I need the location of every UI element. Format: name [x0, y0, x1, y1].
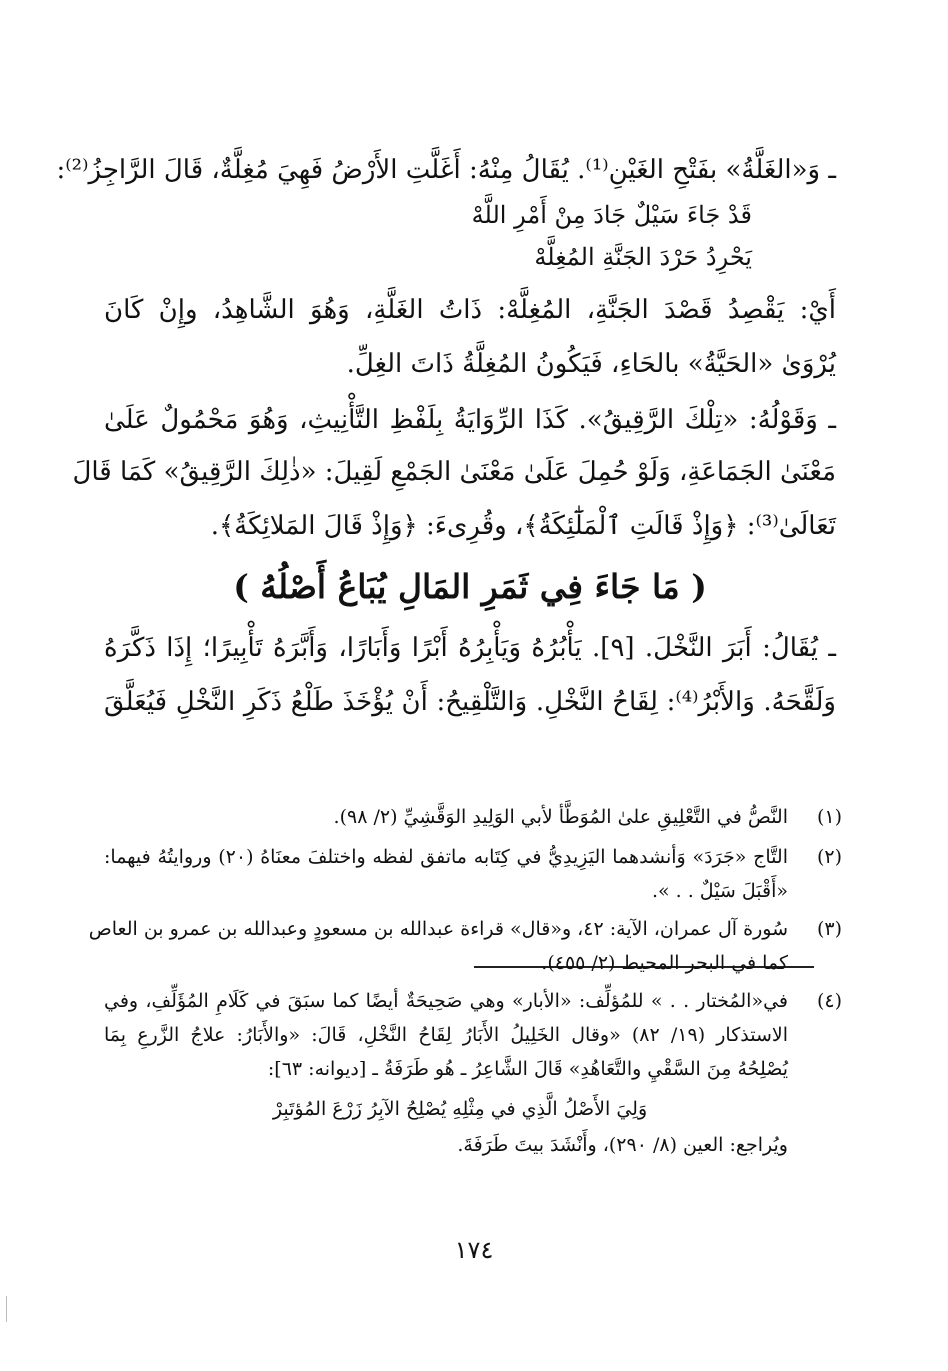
footnote-line: يُصْلِحُهُ مِنَ السَّقْيِ والتَّعَاهُدِ» قَالَ الشَّاعِرُ ـ هُو طَرَفَةُ ـ [ديوانه: ٦٣]:: [267, 1058, 788, 1080]
scan-edge-mark: [6, 1296, 7, 1322]
footnote-line: سُورة آل عمران، الآية: ٤٢، و«قال» قراءة عبدالله بن مسعودٍ وعبدالله بن عمرو بن العاص: [88, 918, 788, 940]
verse-line-2: يَحْرِدُ حَرْدَ الجَنَّةِ المُغِلَّهْ: [534, 243, 752, 271]
body-line-1: ـ وَ«الغَلَّةُ» بفَتْحِ الغَيْنِ⁽¹⁾. يُقَالُ مِنْهُ: أَغَلَّتِ الأَرْضُ فَهِيَ مُغِلَّةٌ، قَالَ الرَّاجِزُ⁽²⁾:: [56, 155, 836, 185]
body-line-7: مَعْنَىٰ الجَمَاعَةِ، وَلَوْ حُمِلَ عَلَىٰ مَعْنَىٰ الجَمْعِ لَقِيلَ: «ذٰلِكَ الرَّقِيقُ» كَمَا قَالَ: [72, 457, 836, 487]
footnote-verse: وَلِيَ الأَصْلُ الَّذِي في مِثْلِهِ يُصْلِحُ الآبِرُ زَرْعَ المُؤتَبِرْ: [272, 1098, 648, 1120]
footnote-line: في«المُختار . . » للمُؤلِّف: «الأبار» وهي صَحِيحَةٌ أيضًا كما سبَقَ في كَلَامِ المُؤَلِّفِ، وفي: [104, 990, 788, 1012]
section-title: ( مَا جَاءَ فِي ثَمَرِ المَالِ يُبَاعُ أَصْلُهُ ): [233, 567, 707, 606]
body-line-6: ـ وَقَوْلُهُ: «تِلْكَ الرَّقِيقُ». كَذَا الرِّوَايَةُ بِلَفْظِ التَّأْنِيثِ، وَهُوَ مَحْمُولٌ عَلَىٰ: [104, 405, 836, 435]
body-line-8: تَعَالَىٰ⁽³⁾: ﴿وَإِذْ قَالَتِ ٱلْمَلَٰٓئِكَةُ﴾، وقُرِىءَ: ﴿وَإِذْ قَالَ المَلائِكَةُ﴾.: [210, 511, 836, 541]
body-line-9: ـ يُقَالُ: أَبَرَ النَّخْلَ. [٩]. يَأْبُرُهُ وَيَأْبِرُهُ أَبْرًا وَأَبَارًا، وَأَبَّرَهُ تَأْبِيرًا؛ إِذَا ذَكَّرَهُ: [104, 633, 836, 663]
footnote-number: (٤): [816, 990, 842, 1012]
body-line-5: يُرْوَىٰ «الحَيَّةُ» بالحَاءِ، فَيَكُونُ المُغِلَّةُ ذَاتَ الغِلِّ.: [346, 349, 836, 379]
footnote-number: (٢): [816, 846, 842, 868]
body-line-4: أَيْ: يَقْصِدُ قَصْدَ الجَنَّةِ، المُغِلَّهْ: ذَاتُ الغَلَّةِ، وَهُوَ الشَّاهِدُ، وإِنْ كَانَ: [104, 295, 836, 325]
footnote-number: (٣): [816, 918, 842, 940]
verse-line-1: قَدْ جَاءَ سَيْلٌ جَادَ مِنْ أَمْرِ اللَّهْ: [471, 201, 752, 229]
page-number: ١٧٤: [454, 1236, 494, 1264]
body-line-10: وَلَقَّحَهُ. وَالأَبْرُ⁽⁴⁾: لِقَاحُ النَّخْلِ. وَالتَّلْقِيحُ: أَنْ يُؤْخَذَ طَلْعُ ذَكَرِ النَّخْلِ فَيُعَلَّقَ: [104, 687, 836, 717]
footnote-line: التَّاج «جَرَدَ» وَأنشدهما اليَزِيدِيُّ في كِتَابه ماتفق لفظه واختلفَ معنَاهُ (٢٠) وروايتُهُ فيهما:: [104, 846, 788, 868]
footnote-line: الاستذكار (١٩/ ٨٢) «وقال الخَلِيلُ الأَبَارُ لِقَاحُ النَّخْلِ، قَالَ: «والأَبَارُ: علاجُ الزَّرعِ بِمَا: [104, 1024, 789, 1046]
footnote-line: النَّصُّ في التَّعْلِيقِ علىٰ المُوَطَّأ لأبي الوَلِيدِ الوَقَّشِيِّ (٢/ ٩٨).: [333, 806, 788, 828]
footnote-line: «أَقْبَلَ سَيْلٌ . . ».: [651, 880, 788, 902]
footnote-line: كما في البحر المحيط (٢/ ٤٥٥).: [541, 952, 788, 974]
footnote-line: ويُراجع: العين (٨/ ٢٩٠)، وأَنْشَدَ بيتَ طَرَفَةَ.: [457, 1134, 788, 1156]
footnote-number: (١): [816, 806, 842, 828]
